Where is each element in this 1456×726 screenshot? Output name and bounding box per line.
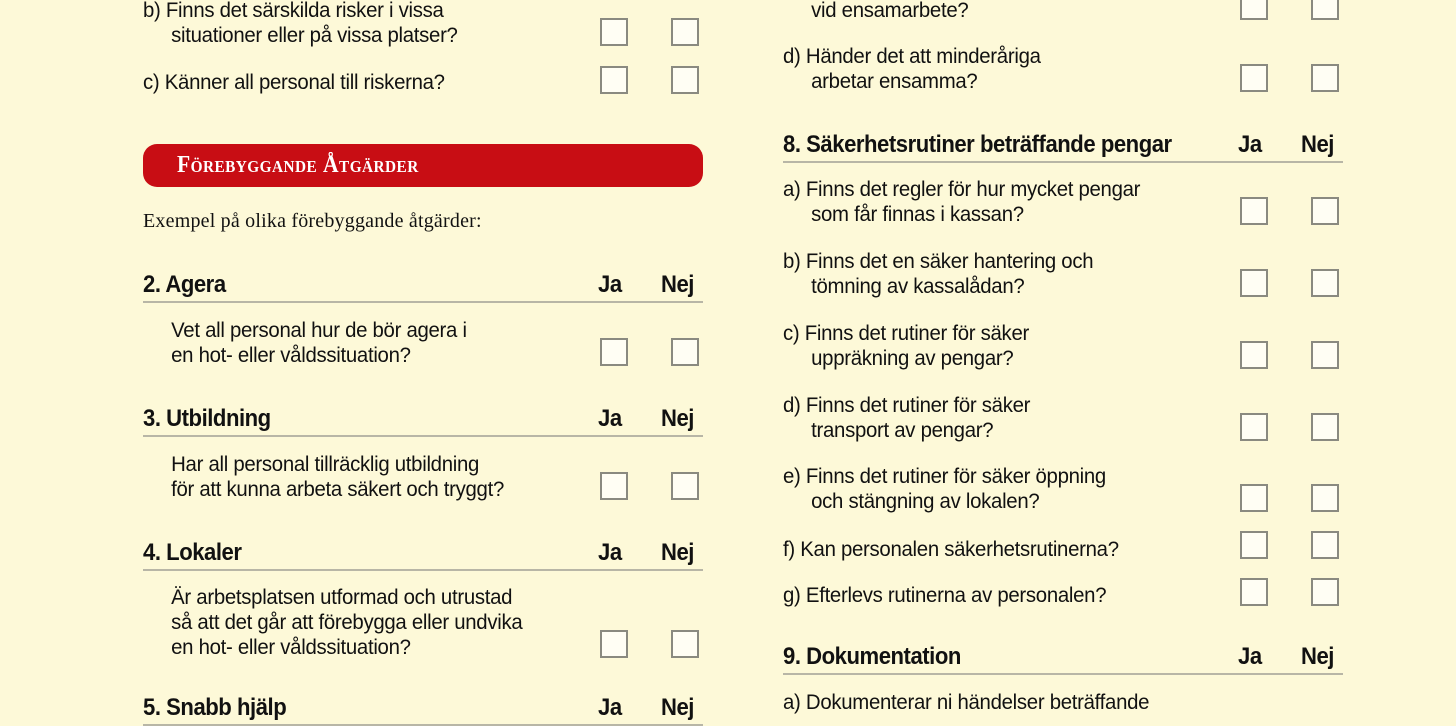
ja-checkbox-pengar-a[interactable] [1240, 197, 1268, 225]
question-line: f) Kan personalen säkerhetsrutinerna? [783, 538, 1119, 561]
nej-checkbox-agera[interactable] [671, 338, 699, 366]
section-title: 9. Dokumentation [783, 643, 961, 670]
nej-checkbox-pengar-g[interactable] [1311, 578, 1339, 606]
question-line: vid ensamarbete? [811, 0, 969, 22]
section-header-dokumentation [783, 643, 1343, 675]
question-line: g) Efterlevs rutinerna av personalen? [783, 584, 1107, 607]
section-title: 3. Utbildning [143, 405, 271, 432]
question-lokaler [143, 585, 570, 660]
nej-checkbox-pengar-e[interactable] [1311, 484, 1339, 512]
question-line: c) Finns det rutiner för säker [783, 322, 1029, 345]
section-title: 2. Agera [143, 271, 226, 298]
section-header-snabb-hjalp [143, 694, 703, 726]
ja-column-label: Ja [1238, 131, 1262, 158]
ja-checkbox-agera[interactable] [600, 338, 628, 366]
section-title: 8. Säkerhetsrutiner beträffande pengar [783, 131, 1172, 158]
question-line: uppräkning av pengar? [811, 347, 1014, 370]
question-pengar-a [783, 177, 1210, 227]
section-header-agera [143, 271, 703, 303]
nej-checkbox-ensam-c[interactable] [1311, 0, 1339, 20]
ja-checkbox-pengar-c[interactable] [1240, 341, 1268, 369]
ja-checkbox-ensam-d[interactable] [1240, 64, 1268, 92]
question-line: c) Känner all personal till riskerna? [143, 71, 445, 94]
ja-column-label: Ja [598, 694, 622, 721]
section-header-sakerhetsrutiner [783, 131, 1343, 163]
question-line: arbetar ensamma? [811, 70, 978, 93]
ja-column-label: Ja [598, 405, 622, 432]
ja-checkbox-pengar-d[interactable] [1240, 413, 1268, 441]
question-pengar-g [783, 583, 1210, 608]
nej-column-label: Nej [661, 271, 694, 298]
ja-checkbox-pengar-f[interactable] [1240, 531, 1268, 559]
question-line: så att det går att förebygga eller undvika [171, 611, 523, 634]
question-line: som får finnas i kassan? [811, 203, 1024, 226]
question-line: d) Finns det rutiner för säker [783, 394, 1031, 417]
question-line: tömning av kassalådan? [811, 275, 1025, 298]
question-line: situationer eller på vissa platser? [171, 24, 458, 47]
nej-checkbox-risk-c[interactable] [671, 66, 699, 94]
question-line: b) Finns det särskilda risker i vissa [143, 0, 444, 22]
banner-title: Förebyggande Åtgärder [177, 152, 419, 178]
question-agera [143, 318, 570, 368]
nej-checkbox-utbildning[interactable] [671, 472, 699, 500]
section-header-utbildning [143, 405, 703, 437]
nej-checkbox-pengar-f[interactable] [1311, 531, 1339, 559]
question-pengar-d [783, 393, 1210, 443]
question-line: en hot- eller våldssituation? [171, 636, 411, 659]
question-risk-b [143, 0, 570, 48]
question-line: Vet all personal hur de bör agera i [171, 319, 467, 342]
ja-checkbox-ensam-c[interactable] [1240, 0, 1268, 20]
question-ensam-d [783, 44, 1210, 94]
ja-column-label: Ja [598, 539, 622, 566]
question-pengar-f [783, 537, 1210, 562]
nej-column-label: Nej [1301, 131, 1334, 158]
nej-column-label: Nej [661, 405, 694, 432]
question-line: för att kunna arbeta säkert och tryggt? [171, 478, 505, 501]
question-utbildning [143, 452, 570, 502]
ja-checkbox-pengar-e[interactable] [1240, 484, 1268, 512]
question-pengar-c [783, 321, 1210, 371]
question-line: a) Finns det regler för hur mycket pengar [783, 178, 1141, 201]
question-line: d) Händer det att minderåriga [783, 45, 1041, 68]
question-line: en hot- eller våldssituation? [171, 344, 411, 367]
question-line: a) Dokumenterar ni händelser beträffande [783, 691, 1150, 714]
ja-checkbox-risk-b[interactable] [600, 18, 628, 46]
question-line: transport av pengar? [811, 419, 994, 442]
nej-column-label: Nej [1301, 643, 1334, 670]
nej-checkbox-pengar-c[interactable] [1311, 341, 1339, 369]
nej-checkbox-ensam-d[interactable] [1311, 64, 1339, 92]
question-line: Är arbetsplatsen utformad och utrustad [171, 586, 513, 609]
question-line: och stängning av lokalen? [811, 490, 1040, 513]
nej-checkbox-pengar-d[interactable] [1311, 413, 1339, 441]
section-title: 4. Lokaler [143, 539, 242, 566]
section-title: 5. Snabb hjälp [143, 694, 287, 721]
question-dokumentation-a [783, 690, 1210, 715]
question-line: b) Finns det en säker hantering och [783, 250, 1094, 273]
question-pengar-e [783, 464, 1210, 514]
section-header-lokaler [143, 539, 703, 571]
nej-column-label: Nej [661, 539, 694, 566]
nej-checkbox-lokaler[interactable] [671, 630, 699, 658]
ja-column-label: Ja [598, 271, 622, 298]
section-banner [143, 144, 703, 187]
ja-checkbox-utbildning[interactable] [600, 472, 628, 500]
intro-text: Exempel på olika förebyggande åtgärder: [143, 210, 482, 232]
nej-checkbox-pengar-b[interactable] [1311, 269, 1339, 297]
ja-checkbox-pengar-b[interactable] [1240, 269, 1268, 297]
nej-column-label: Nej [661, 694, 694, 721]
question-risk-c [143, 70, 570, 95]
question-line: Har all personal tillräcklig utbildning [171, 453, 480, 476]
question-ensam-c [783, 0, 1210, 23]
question-pengar-b [783, 249, 1210, 299]
ja-checkbox-lokaler[interactable] [600, 630, 628, 658]
question-line: e) Finns det rutiner för säker öppning [783, 465, 1106, 488]
nej-checkbox-pengar-a[interactable] [1311, 197, 1339, 225]
ja-checkbox-risk-c[interactable] [600, 66, 628, 94]
ja-checkbox-pengar-g[interactable] [1240, 578, 1268, 606]
nej-checkbox-risk-b[interactable] [671, 18, 699, 46]
ja-column-label: Ja [1238, 643, 1262, 670]
